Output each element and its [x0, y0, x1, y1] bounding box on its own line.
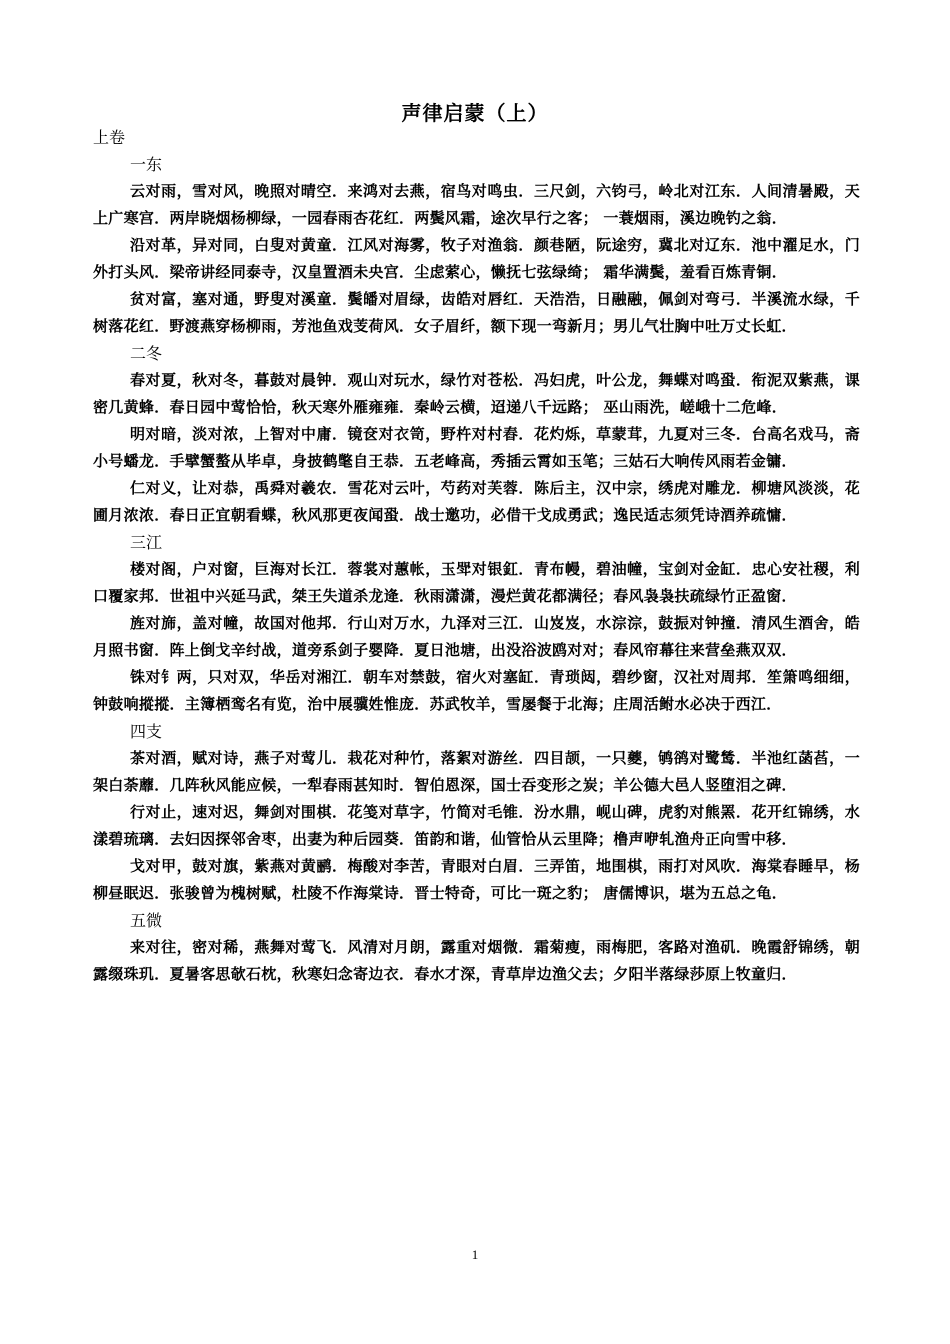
section-heading: 四支 — [130, 722, 163, 741]
volume-heading: 上卷 — [93, 128, 126, 147]
page-title: 声律启蒙（上） — [401, 101, 549, 125]
paragraph: 沿对革，异对同，白叟对黄童．江风对海雾，牧子对渔翁．颜巷陋，阮途穷，冀北对辽东．池中濯足水，门外打头风．梁帝讲经同泰寺，汉皇置酒未央宫．尘虑萦心，懒抚七弦绿绮； 霜华满鬓，羞看百炼青铜． — [93, 236, 860, 281]
paragraph: 仁对义，让对恭，禹舜对羲农．雪花对云叶，芍药对芙蓉．陈后主，汉中宗，绣虎对雕龙．柳塘风淡淡，花圃月浓浓．春日正宜朝看蝶，秋风那更夜闻蛩．战士邀功，必借干戈成勇武；逸民适志须凭诗酒养疏慵． — [93, 479, 860, 524]
section-heading: 二冬 — [130, 344, 163, 363]
paragraph: 来对往，密对稀，燕舞对莺飞．风清对月朗，露重对烟微．霜菊瘦，雨梅肥，客路对渔矶．晚霞舒锦绣，朝露缀珠玑．夏暑客思欹石枕，秋寒妇念寄边衣．春水才深，青草岸边渔父去；夕阳半落绿莎原上牧童归． — [93, 938, 860, 983]
paragraph: 戈对甲，鼓对旗，紫燕对黄鹂．梅酸对李苦，青眼对白眉．三弄笛，地围棋，雨打对风吹．海棠春睡早，杨柳昼眠迟．张骏曾为槐树赋，杜陵不作海棠诗．晋士特奇，可比一斑之豹； 唐儒博识，堪为五总之龟． — [93, 857, 860, 902]
paragraph: 明对暗，淡对浓，上智对中庸．镜奁对衣笥，野杵对村舂．花灼烁，草蒙茸，九夏对三冬．台高名戏马，斋小号蟠龙．手擘蟹螯从毕卓，身披鹤氅自王恭．五老峰高，秀插云霄如玉笔；三姑石大响传风雨若金镛． — [93, 425, 860, 470]
section-heading: 五微 — [130, 911, 163, 930]
paragraph: 云对雨，雪对风，晚照对晴空．来鸿对去燕，宿鸟对鸣虫．三尺剑，六钧弓，岭北对江东．人间清暑殿，天上广寒宫．两岸晓烟杨柳绿，一园春雨杏花红．两鬓风霜，途次早行之客； 一蓑烟雨，溪边晚钓之翁． — [93, 182, 860, 227]
paragraph: 旌对旆，盖对幢，故国对他邦．行山对万水，九泽对三江．山岌岌，水淙淙，鼓振对钟撞．清风生酒舍，皓月照书窗．阵上倒戈辛纣战，道旁系剑子婴降．夏日池塘，出没浴波鸥对对；春风帘幕往来营垒燕双双． — [93, 614, 860, 659]
paragraph: 春对夏，秋对冬，暮鼓对晨钟．观山对玩水，绿竹对苍松．冯妇虎，叶公龙，舞蝶对鸣蛩．衔泥双紫燕，课密几黄蜂．春日园中莺恰恰，秋天寒外雁雍雍．秦岭云横，迢递八千远路； 巫山雨洗，嵯峨十二危峰． — [93, 371, 860, 416]
page-number: 1 — [471, 1247, 479, 1262]
section-heading: 三江 — [130, 533, 163, 552]
section-heading: 一东 — [130, 155, 163, 174]
paragraph: 贫对富，塞对通，野叟对溪童．鬓皤对眉绿，齿皓对唇红．天浩浩，日融融，佩剑对弯弓．半溪流水绿，千树落花红．野渡燕穿杨柳雨，芳池鱼戏芰荷风．女子眉纤，额下现一弯新月；男儿气壮胸中吐万丈长虹． — [93, 290, 860, 335]
paragraph: 铢对钅两，只对双，华岳对湘江．朝车对禁鼓，宿火对塞缸．青琐闼，碧纱窗，汉社对周邦．笙箫鸣细细，钟鼓响摐摐．主簿栖鸾名有览，治中展骥姓惟庞．苏武牧羊，雪屡餐于北海；庄周活鲋水必决于西江． — [93, 668, 860, 713]
document-body — [93, 124, 860, 988]
paragraph: 楼对阁，户对窗，巨海对长江．蓉裳对蕙帐，玉斝对银釭．青布幔，碧油幢，宝剑对金缸．忠心安社稷，利口覆家邦．世祖中兴延马武，桀王失道杀龙逄．秋雨潇潇，漫烂黄花都满径；春风袅袅扶疏绿竹正盈窗． — [93, 560, 860, 605]
paragraph: 茶对酒，赋对诗，燕子对莺儿．栽花对种竹，落絮对游丝．四目颉，一只夔，鸲鹆对鹭鸶．半池红菡萏，一架白荼蘼．几阵秋风能应候，一犁春雨甚知时．智伯恩深，国士吞变形之炭；羊公德大邑人竖堕泪之碑． — [93, 749, 860, 794]
paragraph: 行对止，速对迟，舞剑对围棋．花笺对草字，竹简对毛锥．汾水鼎，岘山碑，虎豹对熊罴．花开红锦绣，水漾碧琉璃．去妇因探邻舍枣，出妻为种后园葵．笛韵和谐，仙管恰从云里降；橹声咿轧渔舟正向雪中移． — [93, 803, 860, 848]
